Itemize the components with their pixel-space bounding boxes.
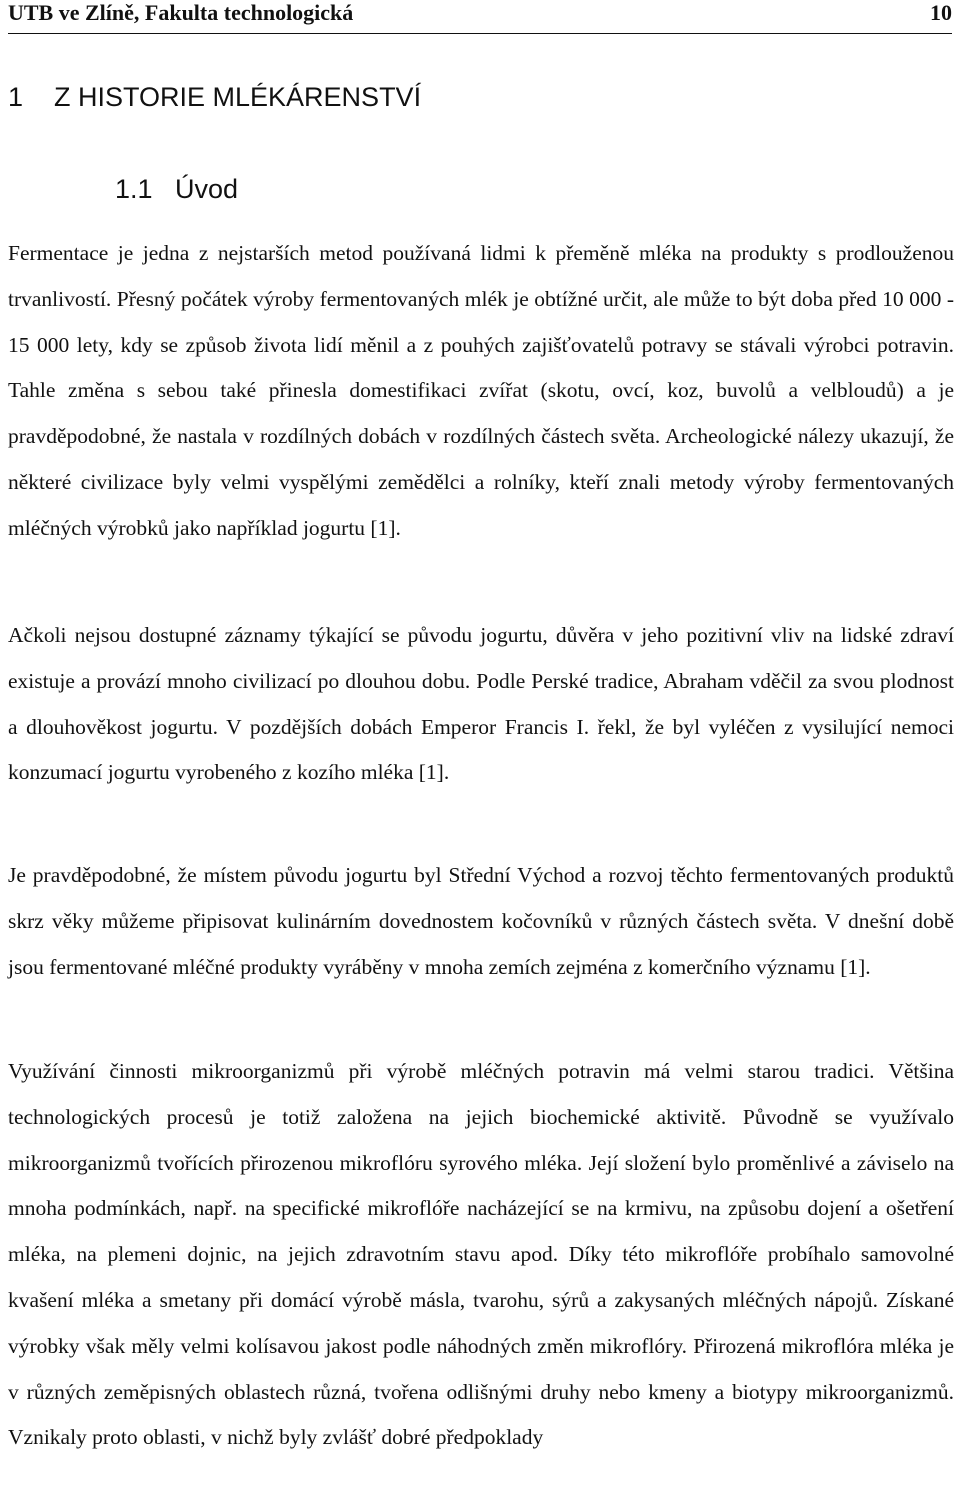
section-number: 1.1	[115, 174, 153, 204]
section-title: Úvod	[175, 174, 239, 204]
paragraph: Ačkoli nejsou dostupné záznamy týkající se původu jogurtu, důvěra v jeho pozitivní vliv na lidské zdraví existuje a provází mnoho civilizací po dlouhou dobu. Podle Perské tradice, Abraham vděčil za svou plodnost a dlouhověkost jogurtu. V pozdějších dobách Emperor Francis I. řekl, že byl vyléčen z vysilující nemoci konzumací jogurtu vyrobeného z kozího mléka [1].	[8, 623, 954, 785]
chapter-title: Z HISTORIE MLÉKÁRENSTVÍ	[54, 82, 422, 112]
paragraph: Fermentace je jedna z nejstarších metod používaná lidmi k přeměně mléka na produkty s prodlouženou trvanlivostí. Přesný počátek výroby fermentovaných mlék je obtížné určit, ale může to být doba před 10 000 - 15 000 lety, kdy se způsob života lidí měnil a z pouhých zajišťovatelů potravy se stávali výrobci potravin. Tahle změna s sebou také přinesla domestifikaci zvířat (skotu, ovcí, koz, buvolů a velbloudů) a je pravděpodobné, že nastala v rozdílných dobách v rozdílných částech světa. Archeologické nálezy ukazují, že některé civilizace byly velmi vyspělými zemědělci a rolníky, kteří znali metody výroby fermentovaných mléčných výrobků jako například jogurtu [1].	[8, 241, 954, 540]
chapter-heading	[8, 82, 421, 113]
running-header	[8, 0, 952, 30]
chapter-number: 1	[8, 82, 24, 112]
page-number: 10	[930, 0, 952, 25]
header-divider	[8, 33, 952, 34]
paragraph: Je pravděpodobné, že místem původu jogurtu byl Střední Východ a rozvoj těchto fermentovaných produktů skrz věky můžeme připisovat kulinárním dovednostem kočovníků v různých částech světa. V dnešní době jsou fermentované mléčné produkty vyráběny v mnoha zemích zejména z komerčního významu [1].	[8, 863, 954, 979]
section-heading	[115, 174, 238, 205]
header-school-name: UTB ve Zlíně, Fakulta technologická	[8, 0, 354, 25]
paragraph: Využívání činnosti mikroorganizmů při výrobě mléčných potravin má velmi starou tradici. Většina technologických procesů je totiž založena na jejich biochemické aktivitě. Původně se využívalo mikroorganizmů tvořících přirozenou mikroflóru syrového mléka. Její složení bylo proměnlivé a záviselo na mnoha podmínkách, např. na specifické mikroflóře nacházející se na krmivu, na způsobu dojení a ošetření mléka, na plemeni dojnic, na jejich zdravotním stavu apod. Díky této mikroflóře probíhalo samovolné kvašení mléka a smetany při domácí výrobě másla, tvarohu, sýrů a zakysaných mléčných nápojů. Získané výrobky však měly velmi kolísavou jakost podle náhodných změn mikroflóry. Přirozená mikroflóra mléka je v různých zeměpisných oblastech různá, tvořena odlišnými druhy nebo kmeny a biotypy mikroorganizmů. Vznikaly proto oblasti, v nichž byly zvlášť dobré předpoklady	[8, 1059, 954, 1450]
